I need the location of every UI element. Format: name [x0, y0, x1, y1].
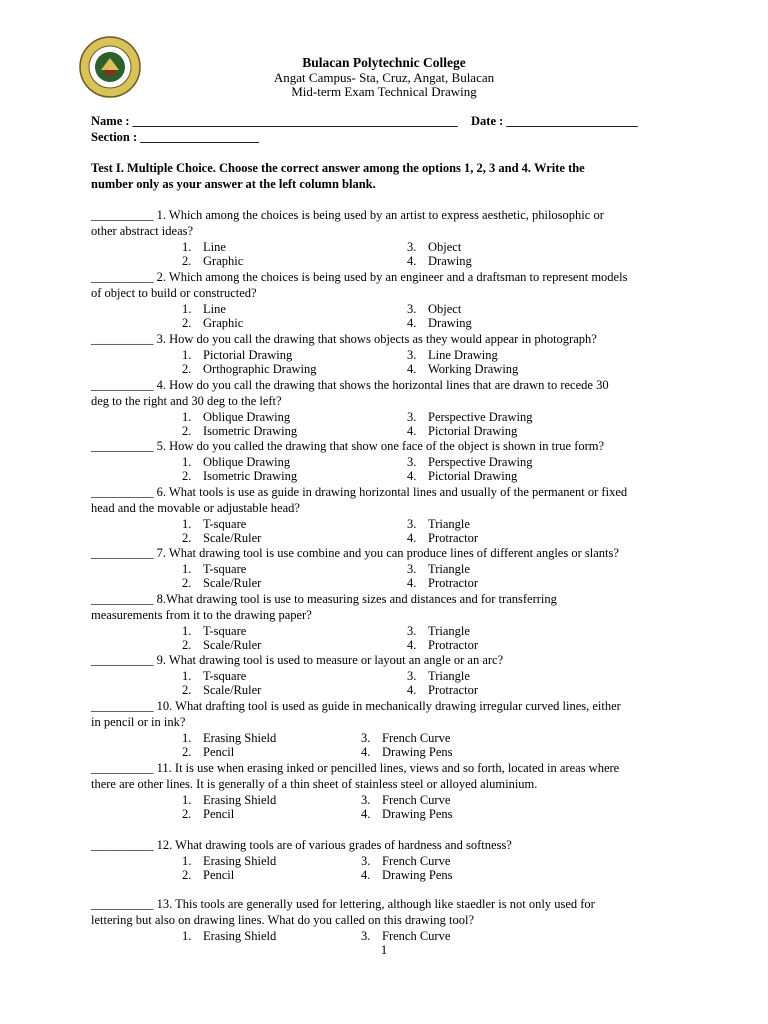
option-number: 2. — [182, 638, 192, 652]
option-number: 2. — [182, 576, 192, 590]
answer-option — [182, 240, 226, 254]
question-text-continued: in pencil or in ink? — [91, 715, 186, 729]
option-number: 3. — [407, 455, 417, 469]
answer-option — [407, 455, 532, 469]
answer-option — [182, 624, 246, 638]
instructions-line-1: Test I. Multiple Choice. Choose the correct answer among the options 1, 2, 3 and 4. Write the — [91, 161, 585, 175]
question-text[interactable]: __________ 3. How do you call the drawing that shows objects as they would appear in photograph? — [91, 332, 597, 346]
answer-option — [407, 316, 472, 330]
option-number: 1. — [182, 517, 192, 531]
option-text: Protractor — [428, 576, 478, 590]
option-text: Scale/Ruler — [203, 576, 262, 590]
option-text: T-square — [203, 562, 247, 576]
question-text[interactable]: __________ 4. How do you call the drawing that shows the horizontal lines that are drawn to recede 30 — [91, 378, 609, 392]
answer-option — [182, 362, 317, 376]
answer-option — [407, 348, 498, 362]
option-text: Line Drawing — [428, 348, 498, 362]
option-text: Perspective Drawing — [428, 455, 533, 469]
question-text-continued: lettering but also on drawing lines. What do you called on this drawing tool? — [91, 913, 475, 927]
option-text: Scale/Ruler — [203, 638, 262, 652]
option-text: Line — [203, 240, 226, 254]
option-text: Perspective Drawing — [428, 410, 533, 424]
option-number: 4. — [361, 807, 371, 821]
option-text: Drawing — [428, 254, 472, 268]
option-text: Protractor — [428, 638, 478, 652]
option-text: Graphic — [203, 254, 244, 268]
question-text[interactable]: __________ 5. How do you called the drawing that show one face of the object is shown in true form? — [91, 439, 605, 453]
option-text: Oblique Drawing — [203, 455, 291, 469]
answer-option — [361, 929, 450, 943]
option-text: Triangle — [428, 562, 470, 576]
answer-option — [182, 854, 276, 868]
section-field[interactable]: Section : ___________________ — [91, 130, 260, 144]
answer-option — [407, 683, 478, 697]
answer-option — [407, 624, 470, 638]
date-field[interactable]: Date : _____________________ — [471, 114, 638, 128]
answer-option — [407, 562, 470, 576]
option-text: Working Drawing — [428, 362, 519, 376]
option-text: Pictorial Drawing — [203, 348, 293, 362]
answer-option — [182, 424, 297, 438]
answer-option — [182, 410, 290, 424]
answer-option — [182, 531, 261, 545]
option-number: 4. — [407, 316, 417, 330]
answer-option — [182, 669, 246, 683]
answer-option — [182, 793, 276, 807]
question-text-continued: measurements from it to the drawing paper? — [91, 608, 312, 622]
answer-option — [407, 302, 461, 316]
answer-option — [361, 793, 450, 807]
option-number: 1. — [182, 455, 192, 469]
answer-option — [182, 638, 261, 652]
answer-option — [182, 302, 226, 316]
option-number: 2. — [182, 683, 192, 697]
option-text: French Curve — [382, 731, 451, 745]
answer-option — [182, 316, 243, 330]
option-text: Pencil — [203, 807, 235, 821]
option-number: 1. — [182, 854, 192, 868]
option-text: Pencil — [203, 868, 235, 882]
option-text: Isometric Drawing — [203, 469, 298, 483]
option-number: 1. — [182, 240, 192, 254]
option-number: 2. — [182, 531, 192, 545]
option-number: 4. — [361, 745, 371, 759]
answer-option — [407, 240, 461, 254]
option-number: 3. — [361, 793, 371, 807]
page-number: 1 — [380, 942, 388, 957]
answer-option — [407, 469, 517, 483]
answer-option — [361, 807, 452, 821]
college-name: Bulacan Polytechnic College — [302, 55, 466, 70]
option-text: Object — [428, 302, 462, 316]
question-text-continued: head and the movable or adjustable head? — [91, 501, 300, 515]
option-text: Drawing — [428, 316, 472, 330]
answer-option — [407, 254, 472, 268]
answer-option — [182, 807, 234, 821]
option-text: Erasing Shield — [203, 731, 277, 745]
answer-option — [407, 362, 518, 376]
answer-option — [361, 854, 450, 868]
answer-option — [182, 576, 261, 590]
option-text: Orthographic Drawing — [203, 362, 317, 376]
answer-option — [407, 424, 517, 438]
answer-option — [182, 868, 234, 882]
option-number: 3. — [361, 929, 371, 943]
question-text[interactable]: __________ 6. What tools is use as guide in drawing horizontal lines and usually of the permanent or fixed — [91, 485, 628, 499]
option-number: 4. — [407, 254, 417, 268]
option-text: Triangle — [428, 624, 470, 638]
question-text[interactable]: __________ 8.What drawing tool is use to measuring sizes and distances and for transferring — [91, 592, 557, 606]
answer-option — [182, 929, 276, 943]
answer-option — [182, 745, 234, 759]
question-text[interactable]: __________ 1. Which among the choices is being used by an artist to express aesthetic, philosophic or — [91, 208, 604, 222]
question-text[interactable]: __________ 9. What drawing tool is used to measure or layout an angle or an arc? — [91, 653, 504, 667]
option-number: 4. — [407, 683, 417, 697]
option-number: 3. — [361, 731, 371, 745]
option-number: 1. — [182, 669, 192, 683]
option-number: 3. — [361, 854, 371, 868]
answer-option — [361, 731, 450, 745]
option-number: 3. — [407, 240, 417, 254]
option-text: T-square — [203, 669, 247, 683]
option-number: 1. — [182, 562, 192, 576]
option-number: 2. — [182, 424, 192, 438]
answer-option — [361, 745, 452, 759]
option-text: Erasing Shield — [203, 793, 277, 807]
option-text: French Curve — [382, 854, 451, 868]
answer-option — [182, 348, 292, 362]
question-text-continued: there are other lines. It is generally of a thin sheet of stainless steel or alloyed aluminium. — [91, 777, 538, 791]
option-number: 4. — [407, 576, 417, 590]
option-text: Line — [203, 302, 226, 316]
question-text[interactable]: __________ 13. This tools are generally used for lettering, although like staedler is not only used for — [91, 897, 595, 911]
option-number: 2. — [182, 254, 192, 268]
option-text: Drawing Pens — [382, 868, 453, 882]
question-text[interactable]: __________ 10. What drafting tool is used as guide in mechanically drawing irregular curved lines, either — [91, 699, 621, 713]
question-text[interactable]: __________ 2. Which among the choices is being used by an engineer and a draftsman to represent models — [91, 270, 628, 284]
exam-title: Mid-term Exam Technical Drawing — [291, 84, 477, 99]
answer-option — [361, 868, 452, 882]
option-number: 1. — [182, 410, 192, 424]
option-text: Triangle — [428, 669, 470, 683]
answer-option — [182, 254, 243, 268]
option-text: Protractor — [428, 531, 478, 545]
question-text-continued: other abstract ideas? — [91, 224, 194, 238]
option-text: Protractor — [428, 683, 478, 697]
option-text: Isometric Drawing — [203, 424, 298, 438]
option-number: 2. — [182, 868, 192, 882]
option-text: T-square — [203, 624, 247, 638]
option-number: 2. — [182, 745, 192, 759]
option-text: Erasing Shield — [203, 854, 277, 868]
option-text: Graphic — [203, 316, 244, 330]
option-number: 1. — [182, 731, 192, 745]
answer-option — [182, 731, 276, 745]
answer-option — [407, 576, 478, 590]
question-text[interactable]: __________ 11. It is use when erasing inked or pencilled lines, views and so forth, located in areas where — [91, 761, 620, 775]
answer-option — [407, 638, 478, 652]
answer-option — [407, 669, 470, 683]
option-number: 1. — [182, 929, 192, 943]
option-number: 4. — [407, 362, 417, 376]
name-field[interactable]: Name : ____________________________________________________ — [91, 114, 458, 128]
answer-option — [182, 517, 246, 531]
option-number: 2. — [182, 316, 192, 330]
option-number: 1. — [182, 302, 192, 316]
answer-option — [182, 469, 297, 483]
option-number: 3. — [407, 562, 417, 576]
option-number: 1. — [182, 624, 192, 638]
option-text: Pictorial Drawing — [428, 424, 518, 438]
answer-option — [407, 410, 532, 424]
option-text: Erasing Shield — [203, 929, 277, 943]
option-number: 1. — [182, 793, 192, 807]
option-number: 4. — [407, 638, 417, 652]
option-number: 3. — [407, 669, 417, 683]
question-text-continued: of object to build or constructed? — [91, 286, 257, 300]
option-number: 2. — [182, 469, 192, 483]
answer-option — [407, 517, 470, 531]
answer-option — [407, 531, 478, 545]
question-text[interactable]: __________ 7. What drawing tool is use combine and you can produce lines of different angles or slants? — [91, 546, 619, 560]
question-text[interactable]: __________ 12. What drawing tools are of various grades of hardness and softness? — [91, 838, 512, 852]
option-text: French Curve — [382, 929, 451, 943]
answer-option — [182, 683, 261, 697]
option-text: French Curve — [382, 793, 451, 807]
option-text: T-square — [203, 517, 247, 531]
option-text: Pencil — [203, 745, 235, 759]
question-text-continued: deg to the right and 30 deg to the left? — [91, 394, 282, 408]
option-text: Object — [428, 240, 462, 254]
campus-address: Angat Campus- Sta, Cruz, Angat, Bulacan — [273, 70, 495, 85]
option-number: 2. — [182, 807, 192, 821]
option-number: 3. — [407, 348, 417, 362]
option-number: 3. — [407, 410, 417, 424]
answer-option — [182, 562, 246, 576]
option-text: Drawing Pens — [382, 807, 453, 821]
option-number: 2. — [182, 362, 192, 376]
option-text: Triangle — [428, 517, 470, 531]
option-number: 4. — [407, 531, 417, 545]
option-text: Drawing Pens — [382, 745, 453, 759]
instructions-line-2: number only as your answer at the left column blank. — [91, 177, 376, 191]
option-number: 3. — [407, 517, 417, 531]
option-number: 3. — [407, 302, 417, 316]
option-text: Scale/Ruler — [203, 683, 262, 697]
option-number: 1. — [182, 348, 192, 362]
answer-option — [182, 455, 290, 469]
option-number: 4. — [407, 424, 417, 438]
option-number: 3. — [407, 624, 417, 638]
option-text: Oblique Drawing — [203, 410, 291, 424]
option-text: Scale/Ruler — [203, 531, 262, 545]
option-number: 4. — [407, 469, 417, 483]
option-text: Pictorial Drawing — [428, 469, 518, 483]
option-number: 4. — [361, 868, 371, 882]
